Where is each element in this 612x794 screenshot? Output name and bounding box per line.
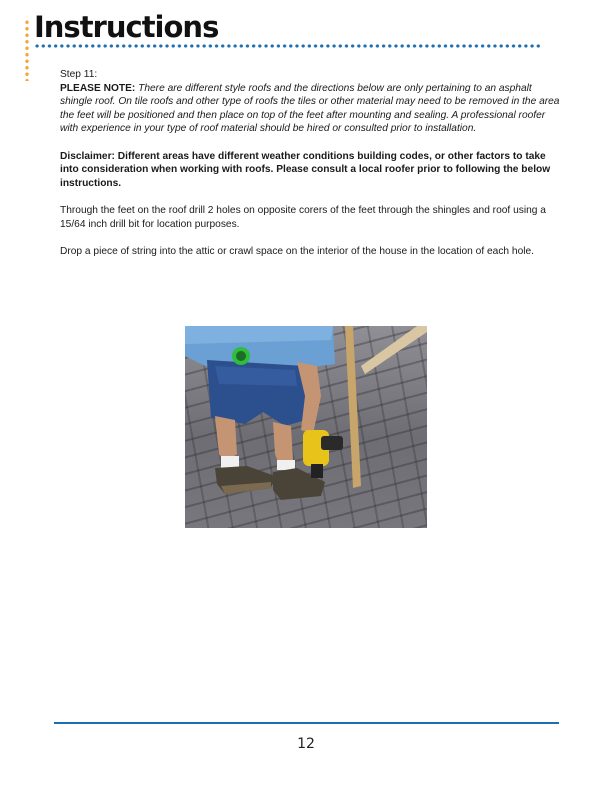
note-text: There are different style roofs and the directions below are only pertaining to an asphalt shingle roof. On tile roofs and other type of roofs the tiles or other material may need to be removed in the area the feet will be positioned and then place on top of the feet after mounting and sealing. A professional roofer with experience in your type of roof material should be hired or consulted prior to installation. — [60, 82, 560, 135]
note-label: PLEASE NOTE: — [60, 82, 136, 94]
page-title: Instructions — [34, 10, 219, 44]
title-dot-column — [25, 19, 29, 81]
title-dot-underline — [34, 44, 542, 48]
roof-drilling-photo — [185, 326, 427, 528]
disclaimer-paragraph: Disclaimer: Different areas have different weather conditions building codes, or other factors to take into consideration when working with roofs. Please consult a local roofer prior to following the below instructions. — [60, 150, 551, 189]
photo-illustration — [185, 326, 427, 528]
footer-rule — [54, 722, 559, 724]
instructions-body — [60, 68, 560, 272]
step-label: Step 11: — [60, 69, 98, 80]
page-number: 12 — [297, 736, 315, 752]
string-paragraph: Drop a piece of string into the attic or crawl space on the interior of the house in the location of each hole. — [60, 245, 534, 257]
drill-paragraph: Through the feet on the roof drill 2 holes on opposite corers of the feet through the shingles and roof using a 15/64 inch drill bit for location purposes. — [60, 204, 546, 230]
note-paragraph — [60, 82, 560, 136]
